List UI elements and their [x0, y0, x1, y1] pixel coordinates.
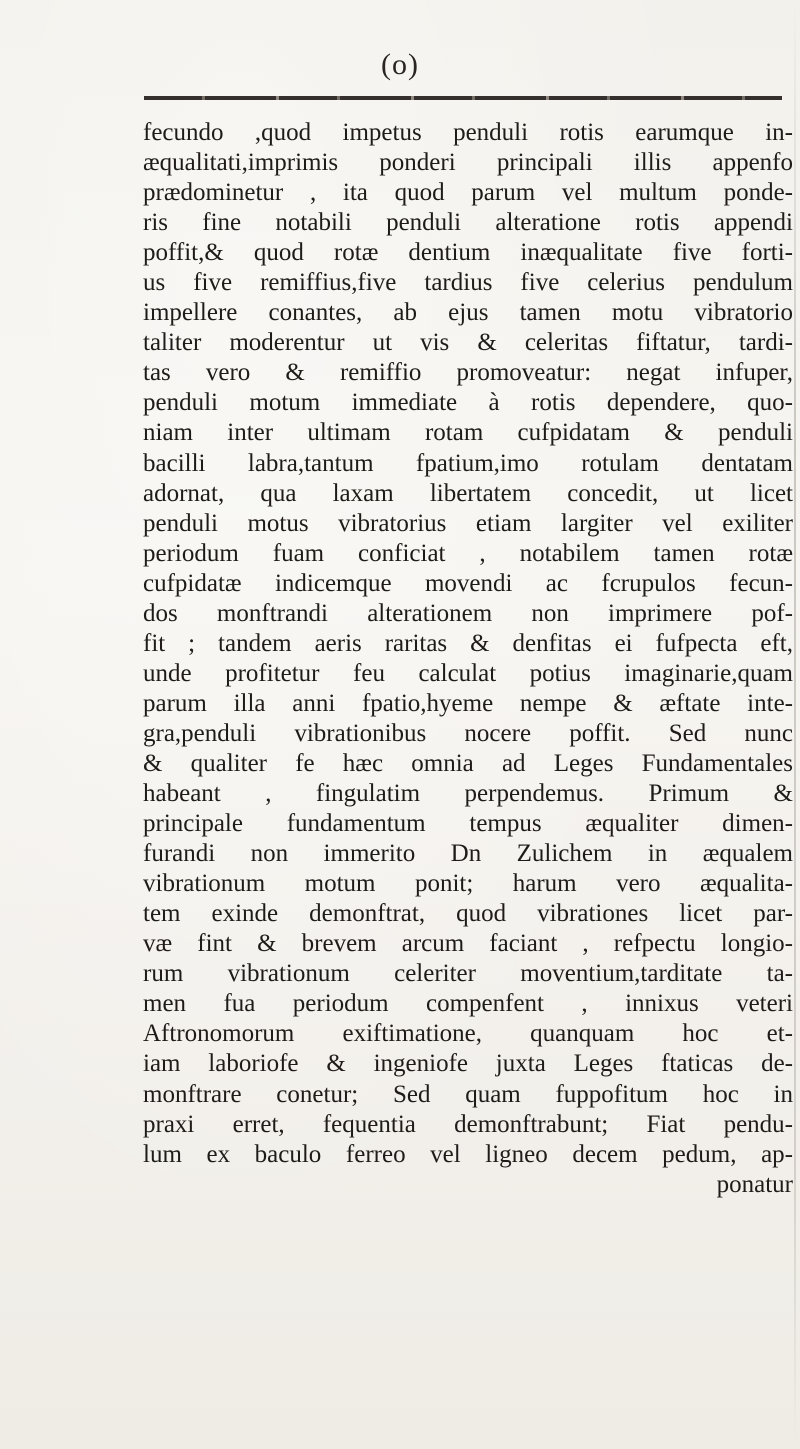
text-line: penduli motus vibratorius etiam largiter vel exiliter [143, 509, 793, 537]
page-number: (o) [381, 48, 419, 81]
body-text [143, 118, 793, 1200]
text-line: æqualitati,imprimis ponderi principali illis appenfo [143, 149, 793, 177]
text-line: furandi non immerito Dn Zulichem in æqualem [143, 840, 793, 868]
text-line: monftrare conetur; Sed quam fuppofitum hoc in [143, 1080, 793, 1108]
text-line: rum vibrationum celeriter moventium,tarditate ta- [143, 960, 793, 988]
text-line: prædominetur , ita quod parum vel multum ponde- [143, 179, 793, 207]
text-line: periodum fuam conficiat , notabilem tamen rotæ [143, 539, 793, 567]
text-line: dos monftrandi alterationem non imprimere pof- [143, 599, 793, 627]
text-line: parum illa anni fpatio,hyeme nempe & æftate inte- [143, 689, 793, 717]
text-line: lum ex baculo ferreo vel ligneo decem pedum, ap- [143, 1140, 793, 1168]
text-line: penduli motum immediate à rotis dependere, quo- [143, 389, 793, 417]
text-line: ponatur [716, 1170, 793, 1198]
text-line: Aftronomorum exiftimatione, quanquam hoc et- [143, 1020, 793, 1048]
text-line: fecundo ,quod impetus penduli rotis earumque in- [143, 119, 793, 146]
page-edge [794, 0, 796, 1449]
text-line: niam inter ultimam rotam cufpidatam & penduli [143, 419, 793, 447]
text-line: poffit,& quod rotæ dentium inæqualitate five forti- [143, 239, 793, 267]
text-line: bacilli labra,tantum fpatium,imo rotulam dentatam [143, 449, 793, 477]
text-line: unde profitetur feu calculat potius imaginarie,quam [143, 659, 793, 687]
text-line: tas vero & remiffio promoveatur: negat infuper, [143, 359, 793, 387]
text-line: taliter moderentur ut vis & celeritas fiftatur, tardi- [143, 329, 793, 357]
text-line: impellere conantes, ab ejus tamen motu vibratorio [143, 299, 793, 327]
text-line: praxi erret, fequentia demonftrabunt; Fiat pendu- [143, 1110, 793, 1138]
text-line: habeant , fingulatim perpendemus. Primum & [143, 780, 793, 808]
text-line: gra,penduli vibrationibus nocere poffit. Sed nunc [143, 719, 793, 747]
text-line: & qualiter fe hæc omnia ad Leges Fundamentales [143, 749, 793, 777]
header-rule [144, 96, 782, 100]
text-line: us five remiffius,five tardius five celerius pendulum [143, 269, 793, 297]
text-line: iam laboriofe & ingeniofe juxta Leges ftaticas de- [143, 1050, 793, 1078]
text-line: principale fundamentum tempus æqualiter dimen- [143, 810, 793, 838]
text-line: adornat, qua laxam libertatem concedit, ut licet [143, 479, 793, 507]
text-line: ris fine notabili penduli alteratione rotis appendi [143, 209, 793, 237]
text-line: fit ; tandem aeris raritas & denfitas ei fufpecta eft, [143, 629, 793, 657]
text-line: men fua periodum compenfent , innixus veteri [143, 990, 793, 1018]
text-line: cufpidatæ indicemque movendi ac fcrupulos fecun- [143, 569, 793, 597]
text-line: væ fint & brevem arcum faciant , refpectu longio- [143, 930, 793, 958]
text-line: tem exinde demonftrat, quod vibrationes licet par- [143, 900, 793, 928]
text-line: vibrationum motum ponit; harum vero æqualita- [143, 870, 793, 898]
